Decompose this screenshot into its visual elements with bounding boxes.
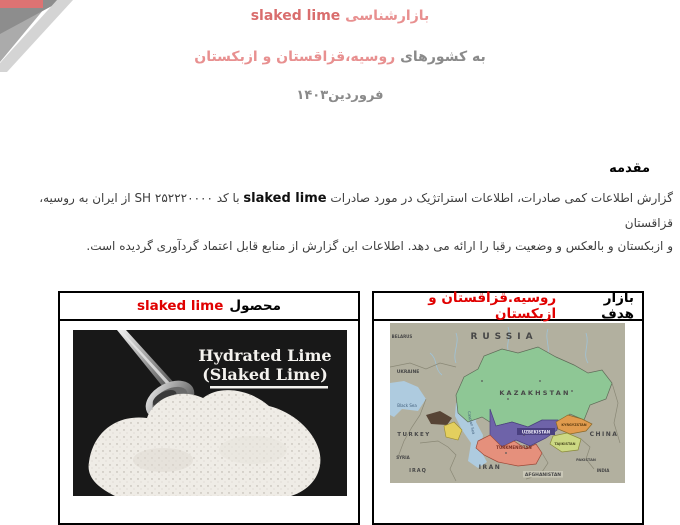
map-label-pakistan: PAKISTAN — [576, 458, 596, 462]
subtitle-prefix: به کشورهای — [400, 49, 486, 65]
intro-line1-pre: گزارش اطلاعات کمی صادرات، اطلاعات استراتژیک در مورد صادرات — [330, 191, 673, 205]
map-label-black-sea: Black Sea — [397, 403, 417, 408]
map-label-kyrgyzstan: KYRGYZSTAN — [561, 423, 587, 427]
document-header — [0, 0, 680, 103]
powder-shading-2 — [219, 436, 287, 464]
document-date: فروردین۱۴۰۳ — [296, 88, 384, 103]
product-box-product-name: slaked lime — [137, 298, 224, 314]
photo-caption-line2: (Slaked Lime) — [202, 365, 328, 384]
map-label-ukraine: UKRAINE — [396, 370, 420, 375]
map-label-afghanistan: AFGHANISTAN — [524, 473, 562, 478]
map-label-tajikistan: TAJIKISTAN — [554, 442, 576, 446]
introduction-paragraph — [8, 187, 673, 258]
page-title — [0, 8, 680, 24]
map-label-india: INDIA — [596, 468, 610, 473]
product-box — [58, 291, 360, 525]
subtitle-countries: روسیه،قزاقستان و ازبکستان — [194, 49, 396, 65]
target-market-map — [390, 323, 625, 483]
market-box-label: بازار هدف — [601, 290, 634, 322]
map-label-caspian-sea: Caspian Sea — [466, 410, 477, 435]
introduction-heading: مقدمه — [609, 161, 650, 176]
target-market-box — [372, 291, 644, 525]
market-box-countries: روسیه.قزاقستان و ازبکستان — [428, 290, 557, 322]
map-label-uzbekistan: UZBEKISTAN — [521, 429, 551, 435]
map-label-iraq: IRAQ — [409, 468, 427, 474]
product-box-label: محصول — [229, 298, 281, 314]
map-label-iran: IRAN — [478, 464, 502, 471]
map-label-turkey: TURKEY — [397, 432, 431, 438]
caption-underline — [210, 386, 328, 389]
photo-caption-line1: Hydrated Lime — [198, 346, 332, 365]
product-photo — [73, 330, 347, 496]
map-label-china: CHINA — [589, 431, 619, 438]
powder-shading — [133, 448, 193, 472]
map-label-syria: SYRIA — [396, 455, 410, 460]
title-product-name: slaked lime — [250, 8, 341, 24]
map-label-turkmenistan: TURKMENISTAN — [496, 445, 532, 450]
map-label-russia: RUSSIA — [470, 332, 538, 342]
introduction-section — [0, 161, 680, 258]
content-boxes — [0, 291, 680, 504]
intro-line2: و ازبکستان و بالعکس و وضعیت رقبا را ارائه می دهد. اطلاعات این گزارش از منابع قابل اعتماد گردآوری گردیده است. — [86, 238, 673, 253]
page-subtitle — [0, 49, 680, 65]
intro-line1-post: با کد SH ۲۵۲۲۲۰۰۰۰ از ایران به روسیه، قزاقستان — [39, 191, 673, 230]
title-farsi: بازارشناسی — [345, 8, 430, 24]
map-label-belarus: BELARUS — [391, 334, 413, 339]
product-box-header — [60, 293, 358, 321]
map-label-kazakhstan: KAZAKHSTAN — [499, 389, 571, 397]
intro-product-name: slaked lime — [243, 191, 327, 206]
market-box-header — [374, 290, 642, 322]
